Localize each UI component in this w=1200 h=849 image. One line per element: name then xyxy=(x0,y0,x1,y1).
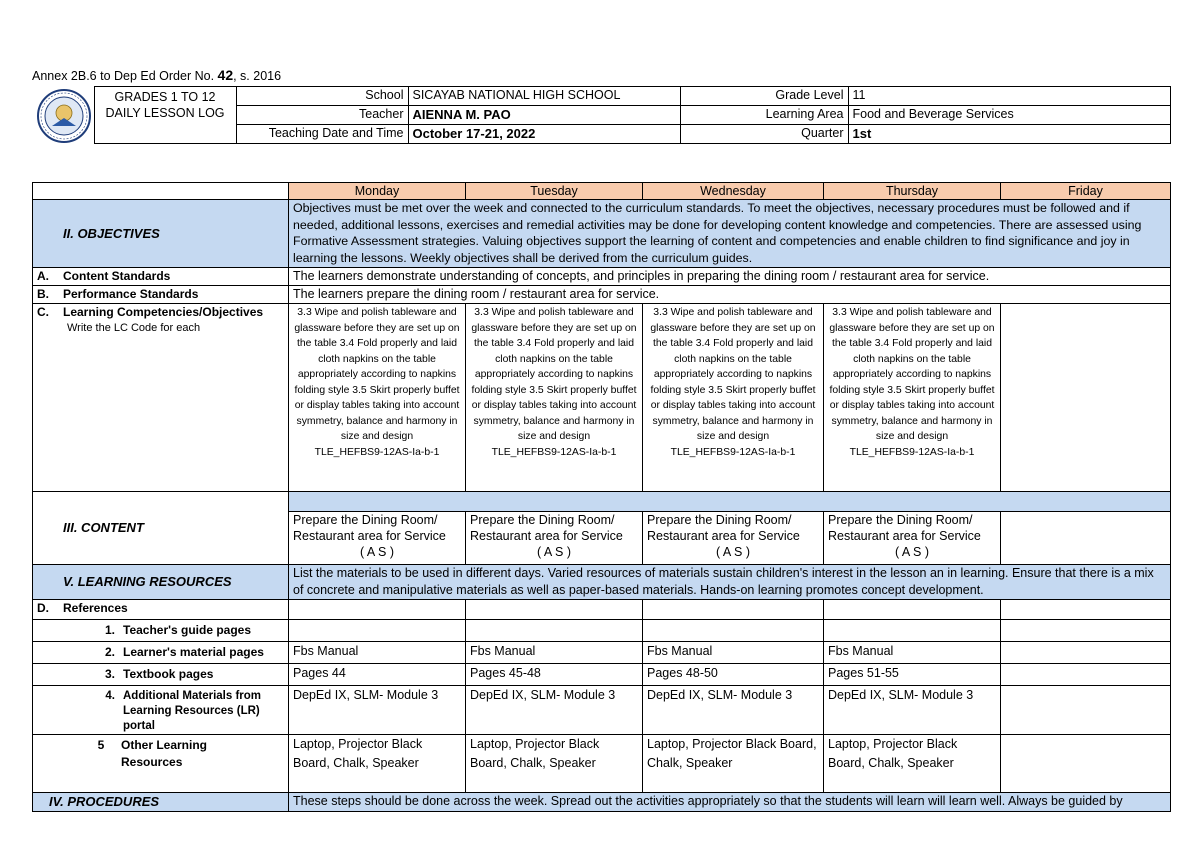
competency-tuesday: 3.3 Wipe and polish tableware and glassware before they are set up on the table 3.4 Fold properly and laid cloth napkins on the table appropriately according to napkins folding style 3.5 Skirt properly buffet or display tables taking into account symmetry, balance and harmony in size and design TLE_HEFBS9-12AS-Ia-b-1 xyxy=(466,304,643,492)
ref-row-learners-material: 2. Learner's material pages Fbs Manual Fbs Manual Fbs Manual Fbs Manual xyxy=(33,642,1171,664)
content-friday xyxy=(1001,512,1171,565)
area-label: Learning Area xyxy=(680,106,848,125)
grade-label: Grade Level xyxy=(680,87,848,106)
competency-friday xyxy=(1001,304,1171,492)
logo-cell xyxy=(32,87,94,144)
header-table xyxy=(32,86,1171,144)
objectives-row xyxy=(33,200,1171,268)
quarter-value: 1st xyxy=(848,125,1170,144)
references-row xyxy=(33,600,1171,620)
teacher-label: Teacher xyxy=(236,106,408,125)
references-letter: D. xyxy=(37,601,49,615)
lesson-log-table xyxy=(32,182,1171,812)
objectives-label: II. OBJECTIVES xyxy=(33,200,289,268)
procedures-label: IV. PROCEDURES xyxy=(33,793,289,812)
content-blue-band xyxy=(289,492,1171,512)
references-label: References xyxy=(63,601,128,615)
date-value: October 17-21, 2022 xyxy=(408,125,680,144)
content-wednesday: Prepare the Dining Room/ Restaurant area for Service ( A S ) xyxy=(643,512,824,565)
resources-label: V. LEARNING RESOURCES xyxy=(33,565,289,600)
content-standards-letter: A. xyxy=(37,269,49,283)
procedures-text: These steps should be done across the week. Spread out the activities appropriately so that the students will learn will learn well. Always be guided by xyxy=(289,793,1171,812)
competency-monday: 3.3 Wipe and polish tableware and glassware before they are set up on the table 3.4 Fold properly and laid cloth napkins on the table appropriately according to napkins folding style 3.5 Skirt properly buffet or display tables taking into account symmetry, balance and harmony in size and design TLE_HEFBS9-12AS-Ia-b-1 xyxy=(289,304,466,492)
school-label: School xyxy=(236,87,408,106)
content-tuesday: Prepare the Dining Room/ Restaurant area for Service ( A S ) xyxy=(466,512,643,565)
competencies-label: Learning Competencies/Objectives xyxy=(63,305,264,319)
day-friday: Friday xyxy=(1001,183,1171,200)
ref-row-textbook: 3. Textbook pages Pages 44 Pages 45-48 Pages 48-50 Pages 51-55 xyxy=(33,664,1171,686)
objectives-text: Objectives must be met over the week and connected to the curriculum standards. To meet the objectives, necessary procedures must be followed and if needed, additional lessons, exercises and remedial activities may be done for developing content knowledge and competencies. There are assessed using Formative Assessment strategies. Valuing objectives support the learning of content and competencies and enable children to find significance and joy in learning the lessons. Weekly objectives shall be derived from the curriculum guides. xyxy=(289,200,1171,268)
content-standards-row xyxy=(33,268,1171,286)
competencies-letter: C. xyxy=(37,305,49,319)
content-standards-label: Content Standards xyxy=(63,269,171,283)
annex-reference: Annex 2B.6 to Dep Ed Order No. 42, s. 2016 xyxy=(32,67,282,83)
quarter-label: Quarter xyxy=(680,125,848,144)
date-label: Teaching Date and Time xyxy=(236,125,408,144)
area-value: Food and Beverage Services xyxy=(848,106,1170,125)
ref-row-teachers-guide: 1. Teacher's guide pages xyxy=(33,620,1171,642)
corner-cell xyxy=(33,183,289,200)
grade-value: 11 xyxy=(848,87,1170,106)
competency-thursday: 3.3 Wipe and polish tableware and glassware before they are set up on the table 3.4 Fold properly and laid cloth napkins on the table appropriately according to napkins folding style 3.5 Skirt properly buffet or display tables taking into account symmetry, balance and harmony in size and design TLE_HEFBS9-12AS-Ia-b-1 xyxy=(824,304,1001,492)
ref-row-additional-materials: 4. Additional Materials from Learning Resources (LR) portal DepEd IX, SLM- Module 3 DepEd IX, SLM- Module 3 DepEd IX, SLM- Module 3 DepEd IX, SLM- Module 3 xyxy=(33,686,1171,735)
competencies-row xyxy=(33,304,1171,492)
content-label: III. CONTENT xyxy=(33,492,289,565)
day-monday: Monday xyxy=(289,183,466,200)
content-thursday: Prepare the Dining Room/ Restaurant area for Service ( A S ) xyxy=(824,512,1001,565)
ref-row-other-resources: 5 Other Learning Resources Laptop, Projector Black Board, Chalk, Speaker Laptop, Projector Black Board, Chalk, Speaker Laptop, Projector Black Board, Chalk, Speaker Laptop, Projector Black Board, Chalk, Speaker xyxy=(33,735,1171,793)
performance-standards-letter: B. xyxy=(37,287,49,301)
day-thursday: Thursday xyxy=(824,183,1001,200)
content-monday: Prepare the Dining Room/ Restaurant area for Service ( A S ) xyxy=(289,512,466,565)
teacher-value: AIENNA M. PAO xyxy=(408,106,680,125)
content-spacer-row xyxy=(33,492,1171,512)
competencies-sublabel: Write the LC Code for each xyxy=(67,322,201,334)
day-wednesday: Wednesday xyxy=(643,183,824,200)
log-title: GRADES 1 TO 12 DAILY LESSON LOG xyxy=(94,87,236,144)
school-value: SICAYAB NATIONAL HIGH SCHOOL xyxy=(408,87,680,106)
performance-standards-text: The learners prepare the dining room / restaurant area for service. xyxy=(289,286,1171,304)
resources-text: List the materials to be used in different days. Varied resources of materials sustain children's interest in the lesson an in learning. Ensure that there is a mix of concrete and manipulative materials as well as paper-based materials. Hands-on learning promotes concept development. xyxy=(289,565,1171,600)
performance-standards-label: Performance Standards xyxy=(63,287,199,301)
resources-row xyxy=(33,565,1171,600)
content-standards-text: The learners demonstrate understanding of concepts, and principles in preparing the dining room / restaurant area for service. xyxy=(289,268,1171,286)
procedures-row xyxy=(33,793,1171,812)
competency-wednesday: 3.3 Wipe and polish tableware and glassware before they are set up on the table 3.4 Fold properly and laid cloth napkins on the table appropriately according to napkins folding style 3.5 Skirt properly buffet or display tables taking into account symmetry, balance and harmony in size and design TLE_HEFBS9-12AS-Ia-b-1 xyxy=(643,304,824,492)
performance-standards-row xyxy=(33,286,1171,304)
day-header-row xyxy=(33,183,1171,200)
day-tuesday: Tuesday xyxy=(466,183,643,200)
